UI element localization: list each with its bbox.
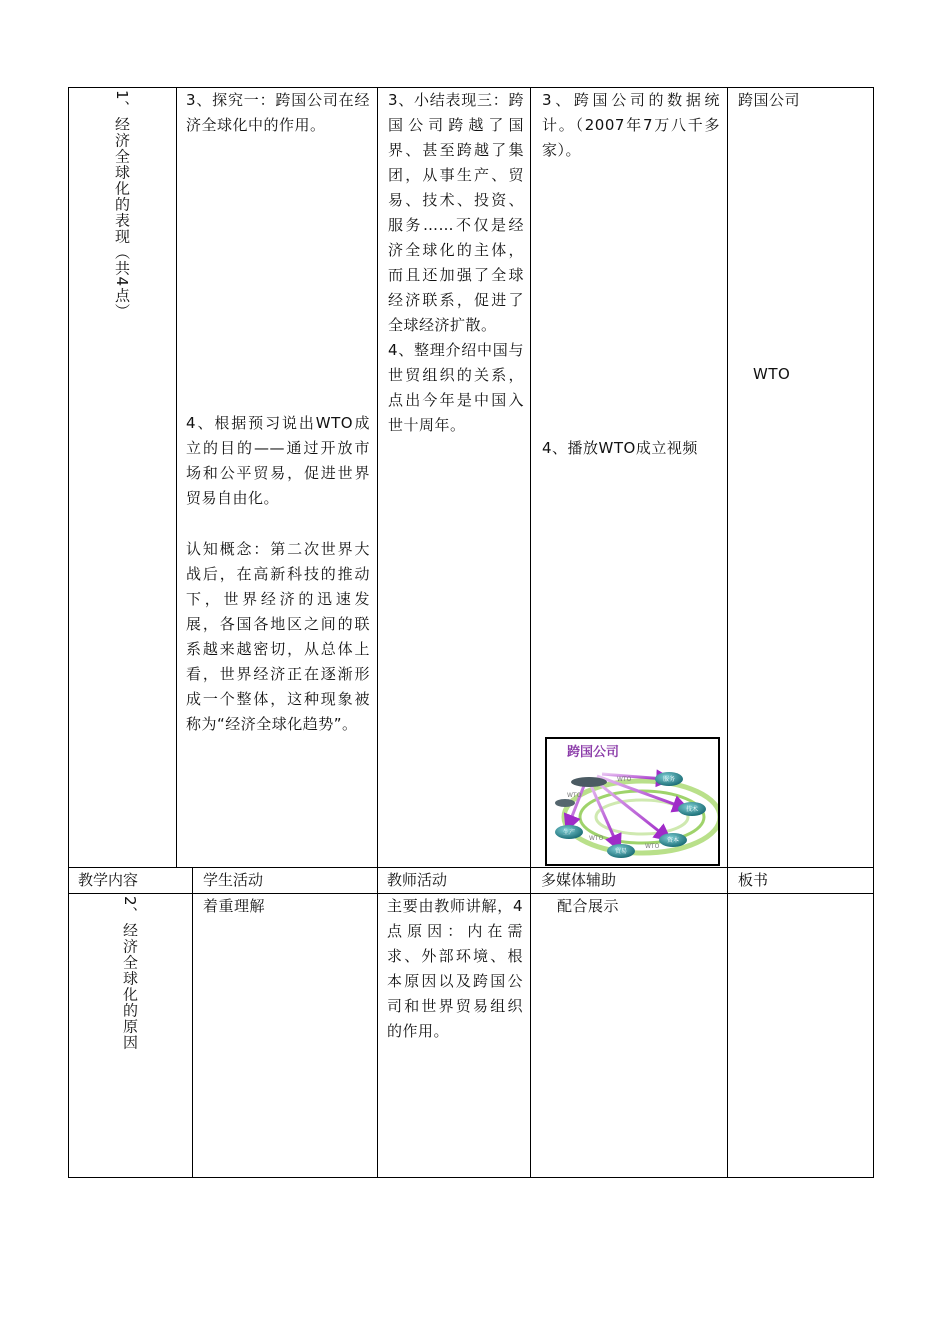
diagram-node-production: 生产: [562, 829, 576, 836]
student-activity-wto-purpose: 4、根据预习说出WTO成立的目的——通过开放市场和公平贸易，促进世界贸易自由化。: [186, 414, 370, 507]
col3-divider: [530, 87, 531, 1178]
diagram-ring-label: WTO: [567, 792, 582, 799]
multimedia-statistics: 3、跨国公司的数据统计。（2007年7万八千多家）。: [542, 91, 720, 159]
lower-teacher-activity: 主要由教师讲解，4点原因：内在需求、外部环境、根本原因以及跨国公司和世界贸易组织的作用。: [387, 897, 523, 1040]
col2-divider: [377, 87, 378, 1178]
diagram-title: 跨国公司: [567, 745, 620, 760]
header-board: 板书: [738, 871, 769, 889]
header-teaching-content: 教学内容: [78, 871, 139, 889]
diagram-ring-label: WTO: [617, 776, 632, 783]
lower-col1-divider: [192, 867, 193, 1178]
diagram-node-service: 服务: [662, 776, 676, 783]
board-wto: WTO: [753, 365, 791, 383]
lower-student-activity: 着重理解: [203, 897, 266, 915]
topic-label-globalization-manifestations: 1、经济全球化的表现（共4点）: [113, 90, 131, 320]
lower-multimedia: 配合展示: [557, 897, 620, 915]
topic-label-globalization-causes: 2、经济全球化的原因: [121, 896, 139, 1051]
table-right-border: [873, 87, 874, 1178]
multimedia-wto-video: 4、播放WTO成立视频: [542, 439, 698, 457]
upper-col1-divider: [176, 87, 177, 868]
multinational-diagram: [545, 737, 720, 866]
header-student-activity: 学生活动: [203, 871, 264, 889]
table-bottom-border: [68, 1177, 874, 1178]
teacher-activity-summary: 3、小结表现三：跨国公司跨越了国界、甚至跨越了集团，从事生产、贸易、技术、投资、服务……不仅是经济全球化的主体，而且还加强了全球经济联系，促进了全球经济扩散。 4、整理介绍中国与世贸组织的关系，点出今年是中国入世十周年。: [388, 91, 524, 434]
diagram-node-capital: 资本: [666, 837, 680, 844]
board-multinational: 跨国公司: [738, 91, 801, 109]
student-activity-concept: 认知概念：第二次世界大战后，在高新科技的推动下，世界经济的迅速发展，各国各地区之间的联系越来越密切，从总体上看，世界经济正在逐渐形成一个整体，这种现象被称为“经济全球化趋势”。: [186, 540, 370, 733]
table-left-border: [68, 87, 69, 1178]
header-multimedia: 多媒体辅助: [541, 871, 617, 889]
diagram-node-technology: 技术: [685, 806, 699, 813]
diagram-ring-label: WTO: [645, 843, 660, 850]
student-activity-inquiry: 3、探究一：跨国公司在经济全球化中的作用。: [186, 91, 370, 134]
header-teacher-activity: 教师活动: [387, 871, 448, 889]
col4-divider: [727, 87, 728, 1178]
diagram-ring-label: WTO: [589, 835, 604, 842]
diagram-node-trade: 贸易: [614, 848, 628, 855]
